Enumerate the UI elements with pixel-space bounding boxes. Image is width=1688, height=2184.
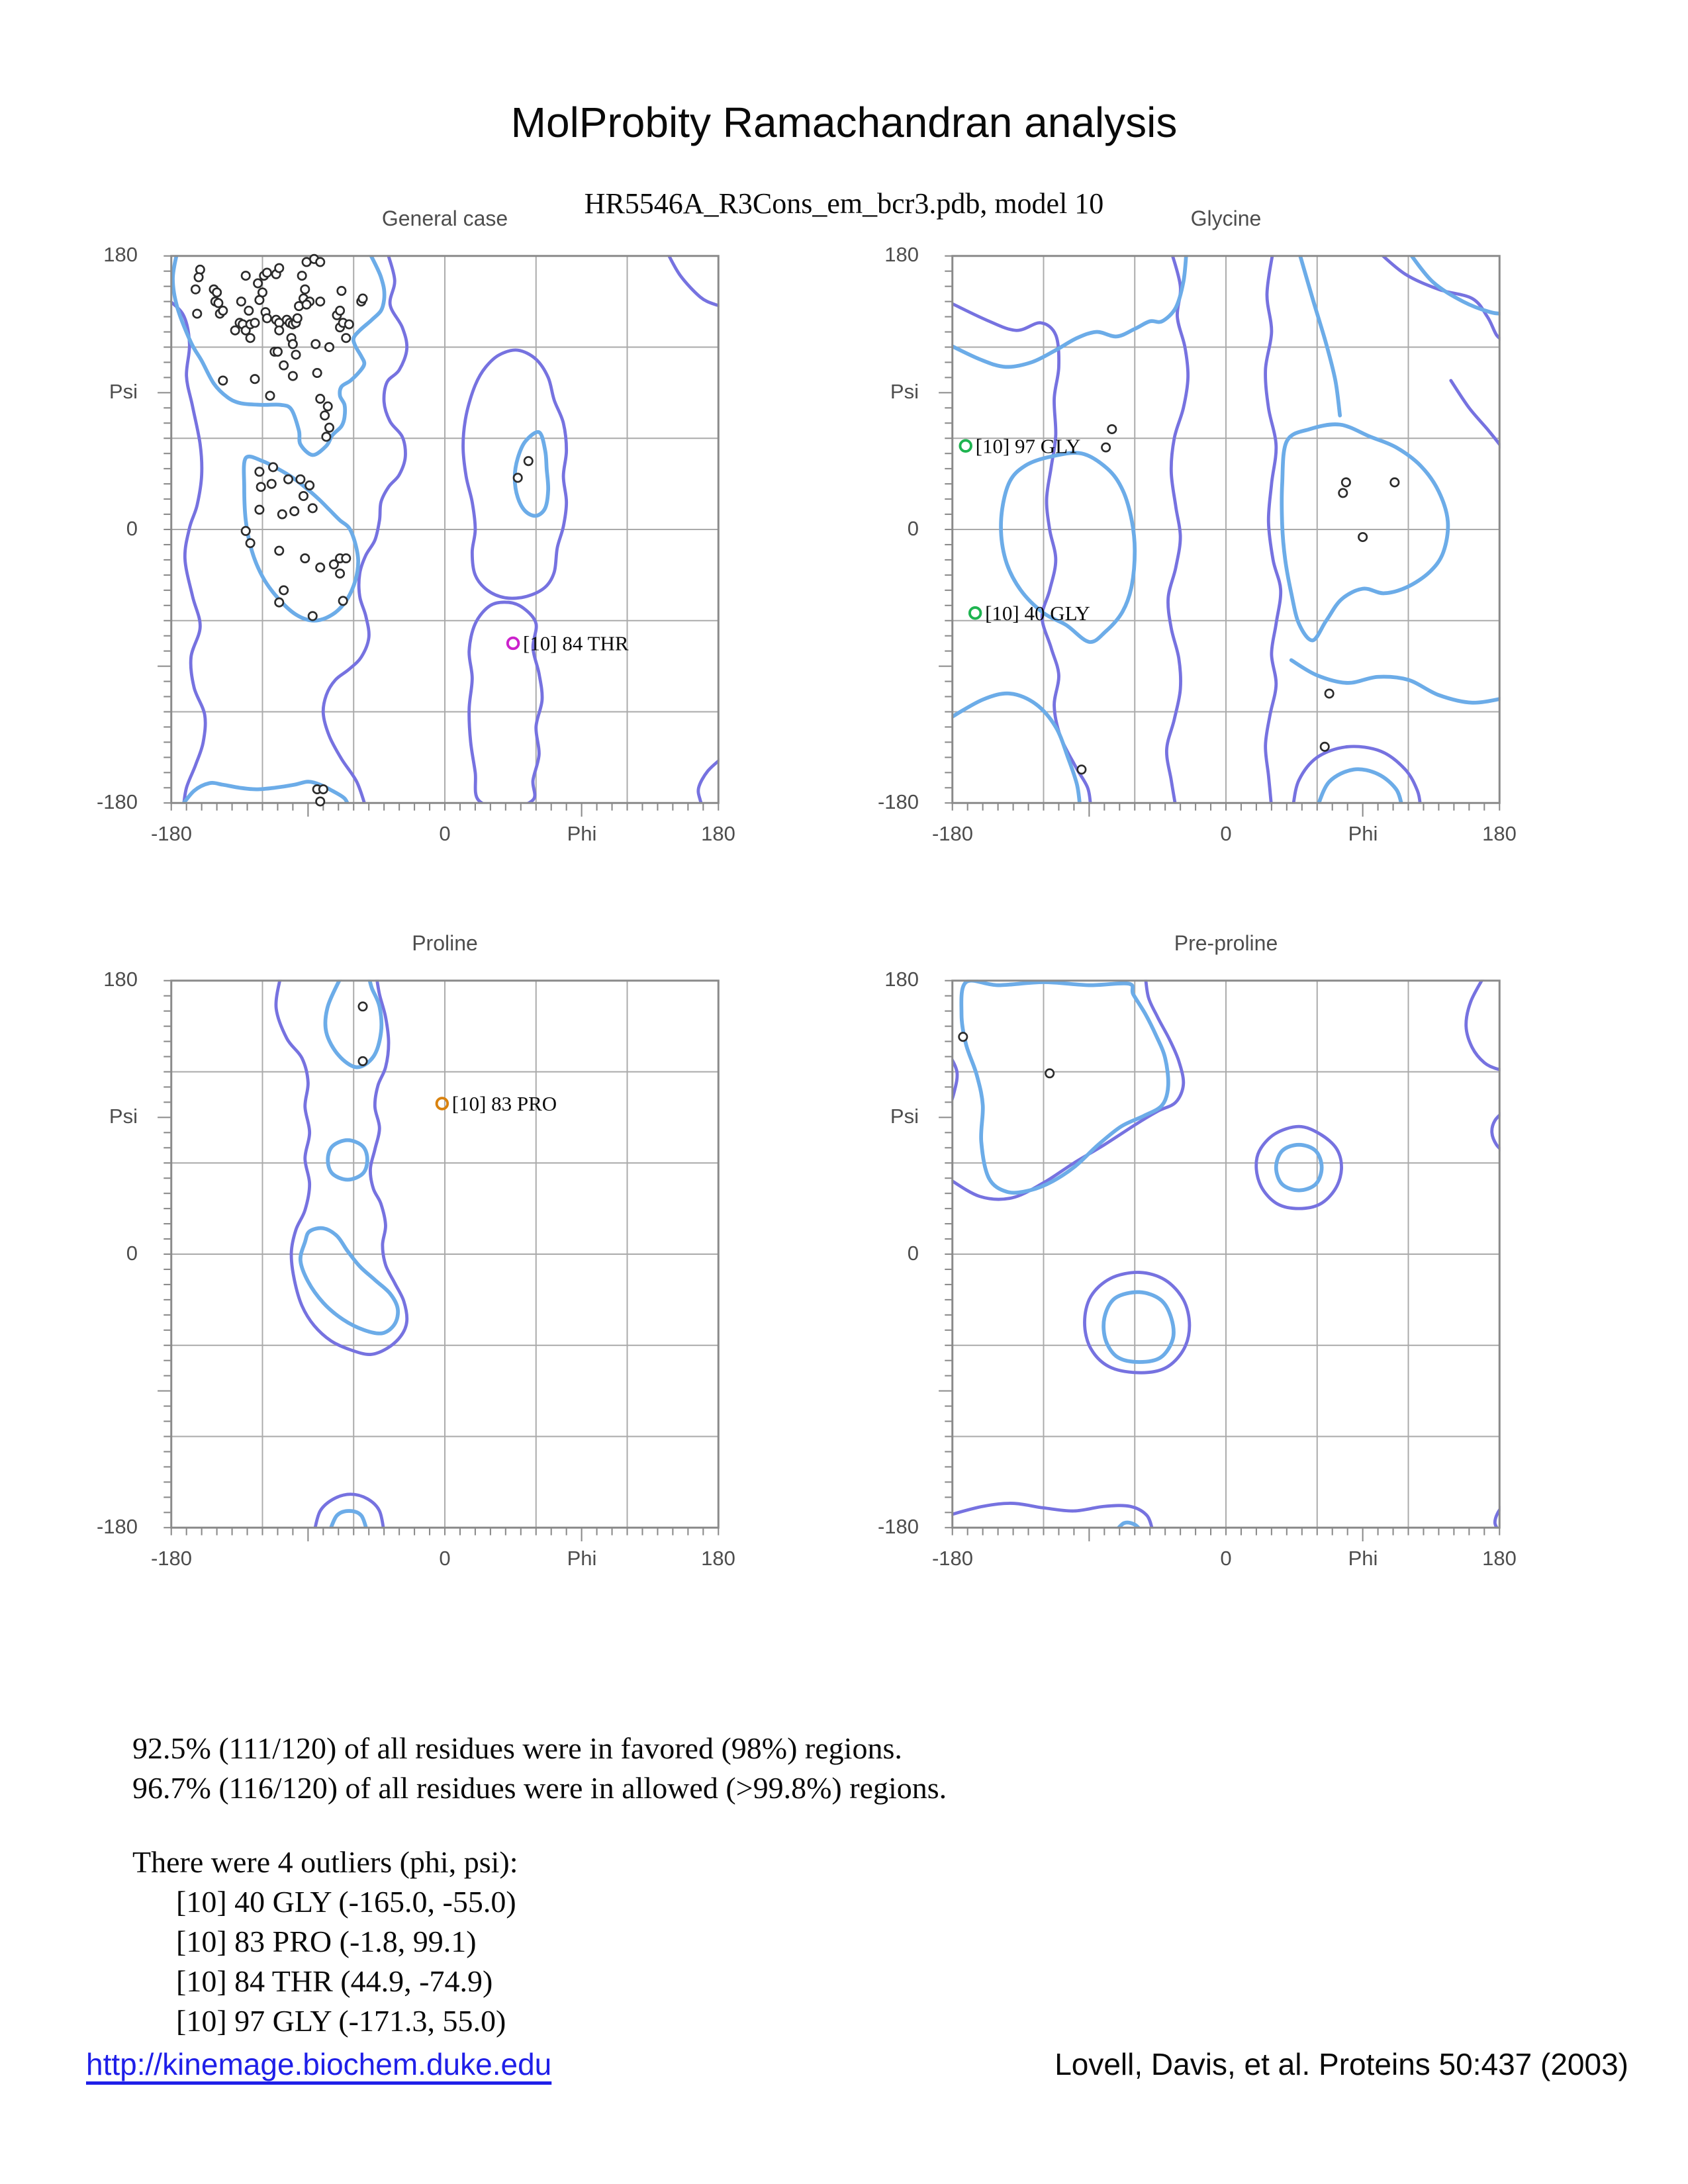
allowed-contour [1256, 1126, 1342, 1208]
x-tick-label-0: 0 [439, 1547, 451, 1570]
outlier-label: [10] 97 GLY [975, 434, 1081, 458]
y-axis-label-psi: Psi [890, 1105, 919, 1128]
outlier-point [960, 440, 971, 451]
y-axis-label-psi: Psi [109, 1105, 138, 1128]
outlier-list [132, 1843, 947, 2041]
favored-contour [1291, 660, 1504, 702]
x-tick-label-180: 180 [1482, 1547, 1517, 1570]
data-point [345, 320, 353, 328]
data-point [313, 369, 321, 377]
data-point [1358, 533, 1366, 541]
data-point [305, 481, 313, 489]
data-point [308, 504, 316, 512]
y-tick-label-m180: -180 [877, 790, 919, 813]
data-point [316, 797, 324, 805]
allowed-contour [167, 298, 205, 807]
data-point [242, 527, 250, 535]
data-point [251, 375, 259, 383]
data-point [219, 377, 227, 385]
data-point [1102, 443, 1109, 451]
outlier-point [437, 1098, 448, 1109]
data-point [359, 1003, 367, 1011]
favored-contour [1276, 1145, 1322, 1191]
data-point [269, 463, 277, 471]
outlier-entry: [10] 84 THR (44.9, -74.9) [176, 1964, 493, 1998]
data-point [338, 287, 346, 295]
x-axis-label-phi: Phi [567, 822, 597, 845]
data-point [263, 314, 271, 322]
outlier-label: [10] 83 PRO [451, 1092, 557, 1116]
axis-ticks [158, 981, 718, 1541]
plot-title-preproline: Pre-proline [1174, 931, 1278, 955]
model-subtitle: HR5546A_R3Cons_em_bcr3.pdb, model 10 [584, 187, 1104, 220]
data-point [191, 285, 199, 293]
data-point [231, 326, 239, 334]
data-point [193, 310, 201, 318]
y-tick-label-0: 0 [126, 517, 138, 540]
data-point [1342, 478, 1350, 486]
y-tick-label-180: 180 [103, 968, 138, 991]
x-tick-label-m180: -180 [150, 1547, 193, 1570]
data-point [320, 412, 328, 420]
data-point [195, 273, 203, 281]
outlier-entry: [10] 40 GLY (-165.0, -55.0) [176, 1885, 516, 1919]
favored-contour [961, 981, 1168, 1193]
x-axis-label-phi: Phi [567, 1547, 597, 1570]
y-axis-label-psi: Psi [109, 380, 138, 403]
data-point [299, 492, 307, 500]
data-point [1339, 489, 1347, 497]
footer [86, 2046, 1628, 2082]
ramachandran-plot-preproline [928, 956, 1524, 1552]
data-point [336, 306, 344, 314]
data-point [524, 457, 532, 465]
gridlines [953, 256, 1500, 803]
x-tick-label-m180: -180 [150, 822, 193, 845]
data-point [298, 271, 306, 279]
allowed-contour [276, 976, 407, 1355]
data-point [256, 296, 263, 304]
x-axis-label-phi: Phi [1348, 1547, 1378, 1570]
plot-cell-general [87, 192, 743, 903]
x-tick-label-0: 0 [1220, 822, 1232, 845]
data-point [256, 468, 263, 476]
data-point [278, 510, 286, 518]
data-point [316, 563, 324, 571]
data-point [303, 300, 310, 308]
allowed-contour [1378, 251, 1505, 341]
outlier-entry: [10] 83 PRO (-1.8, 99.1) [176, 1925, 477, 1958]
x-tick-label-0: 0 [439, 822, 451, 845]
page-title: MolProbity Ramachandran analysis [510, 99, 1178, 146]
data-point [275, 598, 283, 606]
data-point [514, 474, 522, 482]
plot-cell-glycine [868, 192, 1524, 903]
data-point [342, 554, 350, 562]
x-tick-label-m180: -180 [931, 1547, 974, 1570]
favored-contour [948, 251, 1186, 367]
data-point [275, 326, 283, 334]
data-point [292, 351, 300, 359]
citation-text: Lovell, Davis, et al. Proteins 50:437 (2003) [1055, 2047, 1628, 2081]
data-point [245, 306, 253, 314]
axis-ticks [939, 256, 1499, 817]
y-tick-label-180: 180 [103, 243, 138, 266]
data-point [1108, 425, 1116, 433]
kinemage-link[interactable]: http://kinemage.biochem.duke.edu [86, 2047, 552, 2081]
outlier-entry: [10] 97 GLY (-171.3, 55.0) [176, 2004, 506, 2038]
data-point [316, 297, 324, 305]
allowed-contour [314, 1494, 385, 1532]
favored-contour [1317, 769, 1403, 807]
axis-ticks [158, 256, 718, 817]
allowed-contour [698, 756, 725, 807]
data-point [359, 1057, 367, 1065]
data-point [246, 539, 254, 547]
data-point [322, 433, 330, 441]
allowed-stat-line: 96.7% (116/120) of all residues were in allowed (>99.8%) regions. [132, 1771, 947, 1805]
data-point [959, 1032, 967, 1040]
data-point [246, 334, 254, 342]
x-axis-label-phi: Phi [1348, 822, 1378, 845]
data-point [279, 586, 287, 594]
data-point [275, 264, 283, 272]
data-point [325, 343, 333, 351]
data-point [219, 306, 227, 314]
axis-ticks [939, 981, 1499, 1541]
data-point [251, 319, 259, 327]
data-point [1078, 766, 1086, 774]
allowed-contour [1451, 381, 1506, 453]
y-tick-label-m180: -180 [96, 790, 138, 813]
y-tick-label-0: 0 [907, 1242, 919, 1265]
data-point [316, 394, 324, 402]
allowed-contour [667, 251, 724, 306]
data-point [266, 392, 274, 400]
data-point [1325, 690, 1333, 698]
ramachandran-plot-proline [147, 956, 743, 1552]
data-point [301, 554, 309, 562]
gridlines [171, 981, 719, 1528]
data-point [289, 372, 297, 380]
data-point [291, 507, 299, 515]
data-point [267, 480, 275, 488]
data-point [336, 569, 344, 577]
data-point [254, 279, 261, 287]
data-point [312, 340, 320, 348]
data-point [325, 424, 333, 432]
statistics-block [132, 1729, 947, 2041]
plot-title-general: General case [381, 206, 508, 230]
x-tick-label-180: 180 [701, 822, 735, 845]
y-axis-label-psi: Psi [890, 380, 919, 403]
data-point [289, 340, 297, 348]
data-point [297, 475, 305, 483]
data-point [319, 785, 327, 793]
favored-stat-line: 92.5% (111/120) of all residues were in favored (98%) regions. [132, 1731, 902, 1765]
data-point [324, 402, 332, 410]
plot-cell-proline [87, 917, 743, 1628]
data-point [1045, 1069, 1053, 1077]
favored-contour [948, 694, 1080, 807]
allowed-contour [948, 302, 1091, 808]
data-point [275, 547, 283, 555]
favored-contour [1299, 251, 1340, 416]
y-tick-label-m180: -180 [96, 1515, 138, 1538]
data-point [263, 269, 271, 277]
ramachandran-plot-general [147, 232, 743, 827]
data-point [342, 334, 350, 342]
favored-contour [1103, 1292, 1174, 1362]
outlier-point [970, 608, 981, 619]
favored-contour [328, 1140, 367, 1180]
favored-contour [1282, 424, 1448, 640]
data-point [293, 314, 301, 322]
data-point [237, 297, 245, 305]
x-tick-label-180: 180 [1482, 822, 1517, 845]
x-tick-label-m180: -180 [931, 822, 974, 845]
outlier-label: [10] 40 GLY [985, 601, 1090, 625]
data-point [214, 299, 222, 307]
outlier-label: [10] 84 THR [523, 631, 629, 655]
data-point [359, 295, 367, 302]
y-tick-label-m180: -180 [877, 1515, 919, 1538]
x-tick-label-0: 0 [1220, 1547, 1232, 1570]
data-point [308, 612, 316, 620]
data-point [257, 483, 265, 491]
y-tick-label-180: 180 [884, 243, 919, 266]
plot-cell-preproline [868, 917, 1524, 1628]
y-tick-label-0: 0 [907, 517, 919, 540]
ramachandran-plot-glycine [928, 232, 1524, 827]
data-point [316, 258, 324, 266]
data-point [273, 347, 281, 355]
y-tick-label-180: 180 [884, 968, 919, 991]
x-tick-label-180: 180 [701, 1547, 735, 1570]
data-point [279, 361, 287, 369]
gridlines [953, 981, 1500, 1528]
plot-title-glycine: Glycine [1190, 206, 1262, 230]
outlier-point [508, 638, 519, 649]
plot-title-proline: Proline [412, 931, 478, 955]
data-point [284, 475, 292, 483]
y-tick-label-0: 0 [126, 1242, 138, 1265]
data-point [256, 506, 263, 514]
favored-contour [330, 1511, 367, 1532]
data-point [301, 285, 309, 293]
data-point [212, 289, 220, 296]
outlier-heading: There were 4 outliers (phi, psi): [132, 1845, 518, 1879]
data-point [1321, 743, 1329, 751]
data-point [339, 597, 347, 605]
data-point [242, 271, 250, 279]
data-point [1391, 478, 1399, 486]
